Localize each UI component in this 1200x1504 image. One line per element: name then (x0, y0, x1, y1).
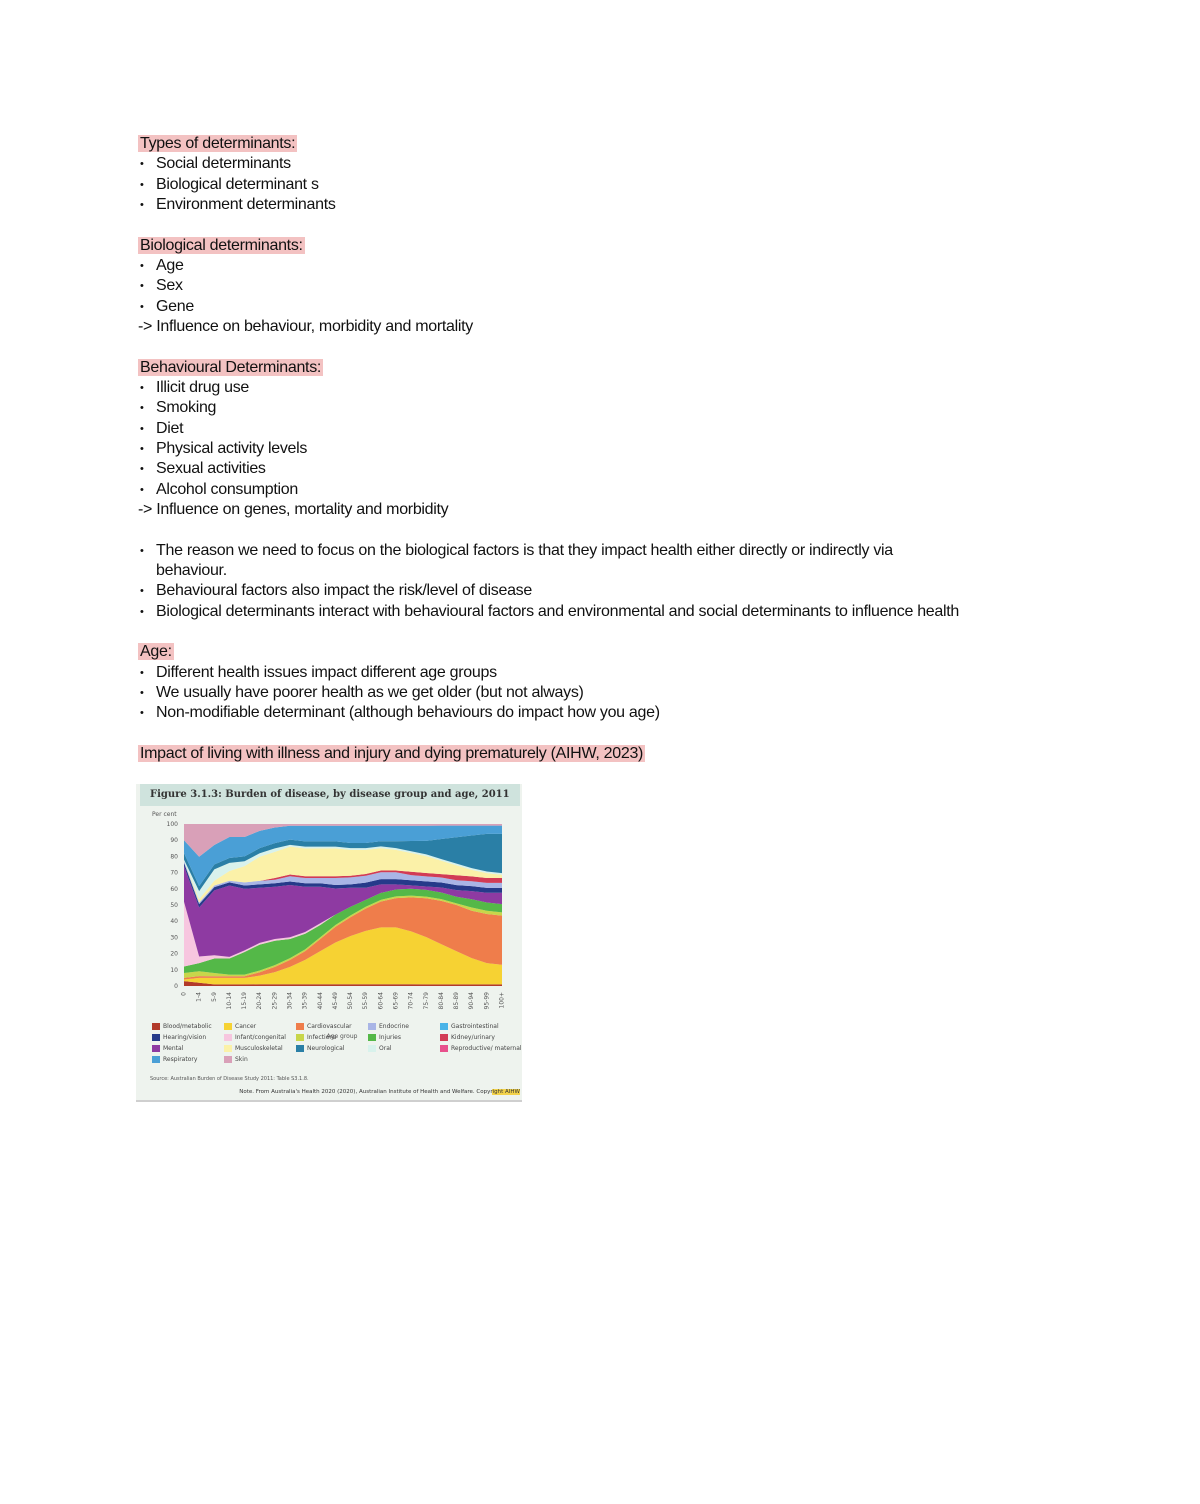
figure-title: Figure 3.1.3: Burden of disease, by disease group and age, 2011 (140, 784, 520, 806)
legend-item (368, 1033, 401, 1042)
legend-swatch (296, 1023, 304, 1030)
list-item: • Different health issues impact different age groups (138, 663, 1098, 683)
legend-swatch (296, 1045, 304, 1052)
x-tick-label: 60-64 (377, 992, 385, 1010)
y-tick-label: 20 (170, 950, 178, 958)
x-tick-label: 40-44 (316, 992, 324, 1010)
heading-impact: Impact of living with illness and injury and dying prematurely (AIHW, 2023) (140, 744, 644, 762)
heading-biological: Biological determinants: (140, 236, 303, 254)
legend-swatch (224, 1045, 232, 1052)
legend-item (152, 1044, 183, 1053)
legend-item (224, 1055, 248, 1064)
legend-label: Endocrine (379, 1023, 409, 1030)
list-item: • Alcohol consumption (138, 480, 1098, 500)
legend-label: Oral (379, 1045, 392, 1052)
legend-swatch (224, 1023, 232, 1030)
legend-swatch (224, 1056, 232, 1063)
legend-label: Hearing/vision (163, 1034, 207, 1041)
legend-swatch (368, 1034, 376, 1041)
y-tick-label: 70 (170, 869, 178, 877)
legend-swatch (152, 1045, 160, 1052)
legend-item (152, 1022, 212, 1031)
legend-item (440, 1044, 522, 1053)
y-tick-label: 60 (170, 885, 178, 893)
x-tick-label: 45-49 (331, 992, 339, 1010)
list-item: • We usually have poorer health as we get older (but not always) (138, 683, 1098, 703)
behavioural-note: -> Influence on genes, mortality and morbidity (138, 501, 449, 519)
legend-item (368, 1044, 392, 1053)
legend-swatch (440, 1023, 448, 1030)
x-tick-label: 20-24 (256, 992, 264, 1010)
legend-label: Gastrointestinal (451, 1023, 499, 1030)
x-tick-label: 70-74 (407, 992, 415, 1010)
legend-item (152, 1033, 206, 1042)
legend-label: Musculoskeletal (235, 1045, 283, 1052)
legend-item (440, 1033, 495, 1042)
list-item: • The reason we need to focus on the biological factors is that they impact health either directly or indirectly via (138, 541, 1098, 561)
heading-behavioural: Behavioural Determinants: (140, 358, 322, 376)
x-tick-label: 80-84 (437, 992, 445, 1010)
x-tick-label: 35-39 (301, 992, 309, 1010)
stacked-area-chart (136, 806, 522, 1042)
list-item: • Behavioural factors also impact the risk/level of disease (138, 581, 1098, 601)
x-tick-label: 10-14 (225, 992, 233, 1010)
x-tick-label: 85-89 (453, 992, 461, 1010)
legend-item (296, 1044, 344, 1053)
x-tick-label: 50-54 (347, 992, 355, 1010)
legend-item (368, 1022, 409, 1031)
list-item: • Biological determinant s (138, 175, 1098, 195)
legend-item (224, 1044, 283, 1053)
legend-item (296, 1022, 352, 1031)
legend-label: Mental (163, 1045, 184, 1052)
legend-label: Reproductive/ maternal (451, 1045, 522, 1052)
x-tick-label: 65-69 (392, 992, 400, 1010)
figure-note: Note. From Australia's Health 2020 (2020), Australian Institute of Health and Welfare. Copyright AIHW (239, 1089, 520, 1095)
x-tick-label: 5-9 (210, 992, 218, 1002)
figure-source: Source: Australian Burden of Disease Study 2011: Table S3.1.8. (150, 1076, 309, 1082)
heading-age: Age: (140, 643, 172, 661)
y-tick-label: 100 (166, 821, 178, 828)
x-tick-label: 95-99 (483, 992, 491, 1010)
y-tick-label: 40 (170, 918, 178, 926)
biological-note: -> Influence on behaviour, morbidity and mortality (138, 318, 473, 336)
legend-swatch (224, 1034, 232, 1041)
heading-types: Types of determinants: (140, 135, 296, 152)
x-tick-label: 30-34 (286, 992, 294, 1010)
legend-label: Kidney/urinary (451, 1034, 495, 1041)
list-item-continuation: behaviour. (156, 562, 227, 580)
list-item: • Social determinants (138, 154, 1098, 174)
legend-label: Blood/metabolic (163, 1023, 212, 1030)
legend-label: Cardiovascular (307, 1023, 352, 1030)
y-tick-label: 90 (170, 837, 178, 845)
legend-item (296, 1033, 336, 1042)
legend-label: Cancer (235, 1023, 257, 1030)
legend-label: Infant/congenital (235, 1034, 286, 1041)
legend-swatch (368, 1023, 376, 1030)
legend-item (152, 1055, 197, 1064)
x-tick-label: 1-4 (195, 992, 203, 1002)
legend-swatch (152, 1034, 160, 1041)
list-item: • Sex (138, 276, 1098, 296)
y-tick-label: 30 (170, 934, 178, 942)
y-tick-label: 0 (174, 983, 178, 990)
legend-label: Neurological (307, 1045, 345, 1052)
legend-swatch (152, 1056, 160, 1063)
list-item: • Gene (138, 297, 1098, 317)
legend-swatch (368, 1045, 376, 1052)
figure-burden-of-disease (136, 784, 522, 1102)
x-tick-label: 90-94 (468, 992, 476, 1010)
y-tick-label: 50 (170, 902, 178, 909)
legend-swatch (440, 1045, 448, 1052)
x-axis-label: Age group (326, 1033, 358, 1040)
x-tick-label: 75-79 (422, 992, 430, 1010)
legend-swatch (440, 1034, 448, 1041)
list-item: • Age (138, 256, 1098, 276)
list-item: • Smoking (138, 398, 1098, 418)
x-tick-label: 55-59 (362, 992, 370, 1010)
legend-label: Skin (235, 1056, 248, 1063)
list-item: • Environment determinants (138, 195, 1098, 215)
legend-label: Injuries (379, 1034, 401, 1041)
legend-swatch (152, 1023, 160, 1030)
y-axis-label: Per cent (152, 811, 177, 818)
list-item: • Biological determinants interact with behavioural factors and environmental and social determinants to influence health (138, 602, 1098, 622)
list-item: • Physical activity levels (138, 439, 1098, 459)
x-tick-label: 15-19 (241, 992, 249, 1010)
legend-label: Infections (307, 1034, 337, 1041)
list-item: • Illicit drug use (138, 378, 1098, 398)
legend-label: Respiratory (163, 1056, 198, 1063)
legend-item (224, 1022, 256, 1031)
document-body (138, 134, 1098, 764)
legend-item (224, 1033, 286, 1042)
legend-item (440, 1022, 499, 1031)
list-item: • Sexual activities (138, 459, 1098, 479)
y-tick-label: 10 (170, 966, 178, 974)
legend-swatch (296, 1034, 304, 1041)
x-tick-label: 25-29 (271, 992, 279, 1010)
x-tick-label: 0 (180, 992, 188, 996)
list-item: • Non-modifiable determinant (although behaviours do impact how you age) (138, 703, 1098, 723)
list-item: • Diet (138, 419, 1098, 439)
x-tick-label: 100+ (498, 992, 506, 1009)
y-tick-label: 80 (170, 853, 178, 861)
